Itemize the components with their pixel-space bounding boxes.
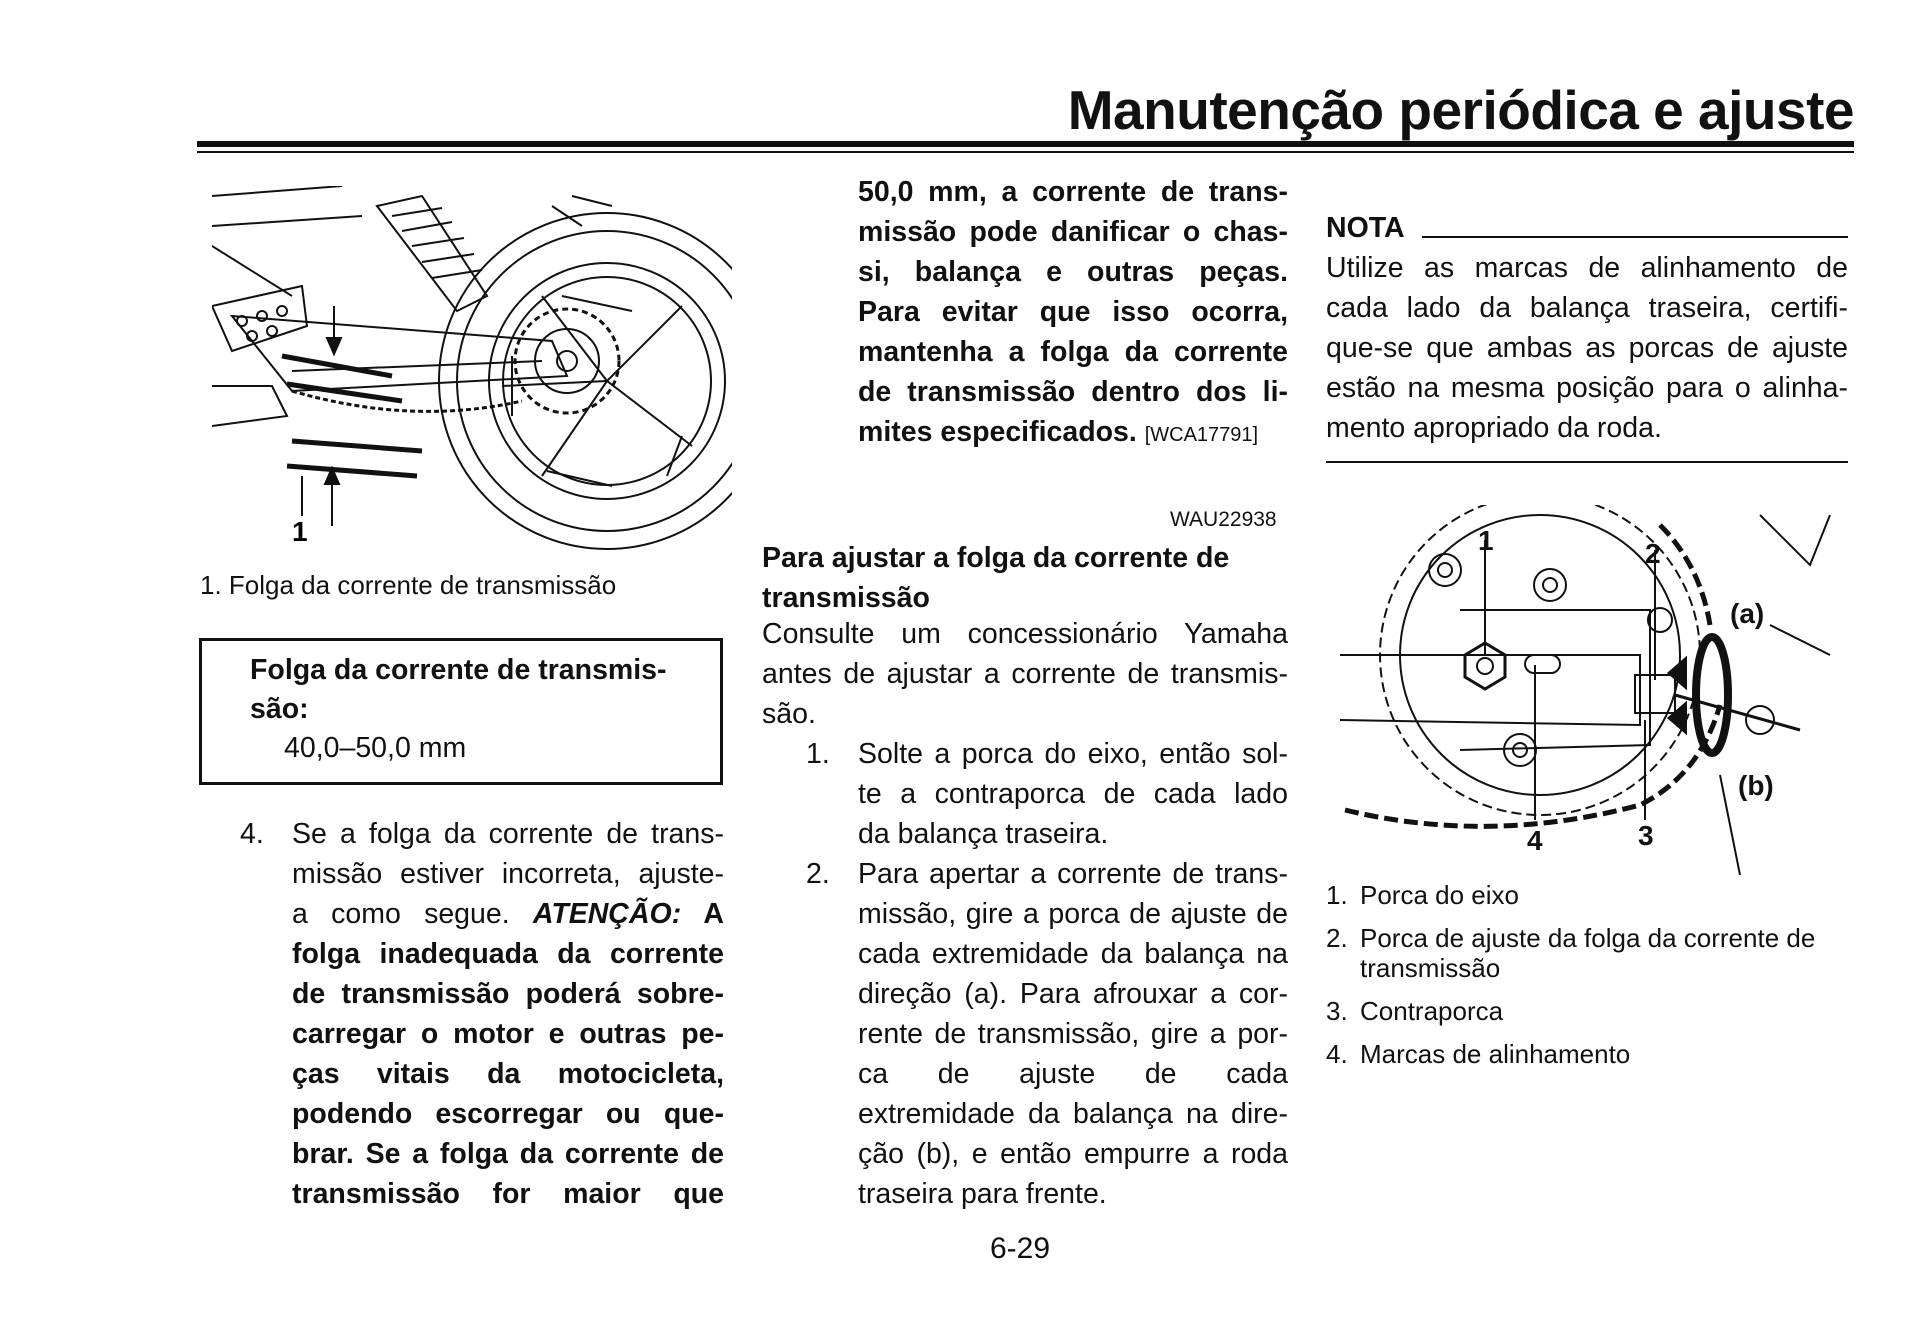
nota-text: Utilize as marcas de alinhamento de cada lado da balança traseira, certifi- que-se que ambas as porcas de ajuste estão na mesma posição para o alinha- mento apropriado da roda. — [1326, 252, 1848, 444]
header-rule-thin — [197, 151, 1854, 153]
list-item: 3. Contraporca — [1326, 996, 1504, 1026]
header-rule — [197, 141, 1854, 147]
step-4-line-3: a como segue. ATENÇÃO: A — [292, 898, 724, 930]
step-number: 1. — [806, 738, 830, 770]
spec-box — [199, 638, 723, 785]
nota-rule — [1422, 236, 1848, 238]
step-2-text: Para apertar a corrente de trans- missão, gire a porca de ajuste de cada extremidade da balança na direção (a). Para afrouxar a cor- rente de transmissão, gire a por- ca de ajuste de cada extremidade da balança na dire- ção (b), e então empurre a roda traseira para frente. — [858, 858, 1288, 1210]
fig2-callout-2: 2 — [1645, 538, 1661, 569]
fig2-callout-a: (a) — [1730, 598, 1765, 629]
warning-continued: 50,0 mm, a corrente de trans- missão pode danificar o chas- si, balança e outras peças. Para evitar que isso ocorra, mantenha a folga da corrente de transmissão dentro dos li- mites especificados. [WCA17791] — [858, 172, 1288, 455]
fig2-callout-1: 1 — [1478, 525, 1494, 556]
warning-code: [WCA17791] — [1144, 424, 1259, 446]
chain-slack-illustration — [212, 186, 732, 556]
fig2-callout-b: (b) — [1738, 770, 1774, 801]
chain-adjuster-illustration — [1340, 505, 1840, 875]
list-item: 1. Porca do eixo — [1326, 880, 1519, 910]
step-number: 2. — [806, 858, 830, 890]
spec-title: Folga da corrente de transmis- são: — [250, 654, 667, 725]
step-4-text: Se a folga da corrente de trans- missão estiver incorreta, ajuste- a como segue. ATENÇÃO: A folga inadequada da corrente de transmissão poderá sobre- carregar o motor e outras pe- ças vitais da motocicleta, podendo escorregar ou que- brar. Se a folga da corrente de transmissão for maior que — [292, 818, 724, 1210]
nota-label: NOTA — [1326, 212, 1405, 244]
page-title: Manutenção periódica e ajuste — [1067, 79, 1854, 141]
step-number: 4. — [240, 818, 264, 850]
warning-last-line: mites especificados. [WCA17791] — [858, 416, 1259, 448]
list-item: 4. Marcas de alinhamento — [1326, 1039, 1631, 1069]
figure-caption: 1. Folga da corrente de transmissão — [200, 570, 617, 600]
list-item: 2. Porca de ajuste da folga da corrente de transmissão — [1326, 923, 1816, 983]
fig1-callout: 1 — [292, 516, 308, 547]
page-number: 6-29 — [990, 1232, 1051, 1265]
section-intro: Consulte um concessionário Yamaha antes de ajustar a corrente de transmis- são. — [762, 618, 1288, 730]
nota-rule-bottom — [1326, 461, 1848, 463]
section-code: WAU22938 — [1170, 508, 1277, 531]
section-heading: Para ajustar a folga da corrente de transmissão — [762, 542, 1230, 614]
figure-legend — [1326, 880, 1866, 1082]
step-1-text: Solte a porca do eixo, então sol- te a contraporca de cada lado da balança traseira. — [858, 738, 1288, 850]
fig2-callout-4: 4 — [1527, 825, 1543, 856]
fig2-callout-3: 3 — [1638, 820, 1654, 851]
spec-value: 40,0–50,0 mm — [284, 732, 467, 764]
